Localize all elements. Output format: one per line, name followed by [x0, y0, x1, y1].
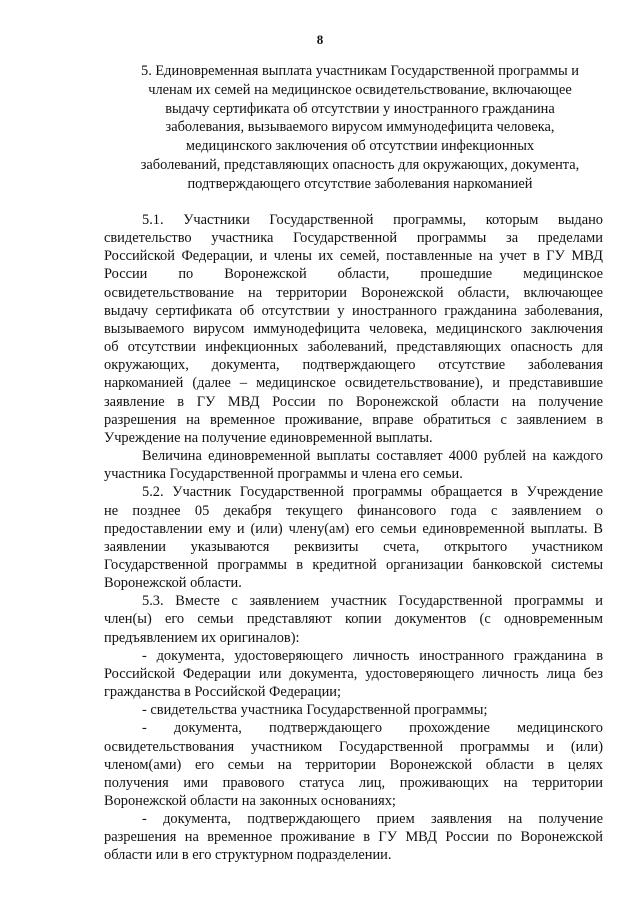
body-line: предъявлением их оригиналов): [104, 629, 300, 646]
body-line: разрешения на временное проживание, вправе обратиться с заявлением в [104, 411, 603, 428]
body-line: членом(ами) его семьи на территории Воронежской области в целях [104, 756, 603, 773]
page-number: 8 [316, 32, 324, 47]
body-line: член(ы) его семьи представляют копии документов (с одновременным [104, 611, 603, 628]
body-line: - документа, подтверждающего прием заявления на получение [142, 811, 603, 828]
heading-line: выдачу сертификата об отсутствии у иностранного гражданина [165, 100, 555, 117]
body-line: 5.3. Вместе с заявлением участник Государственной программы и [142, 593, 603, 610]
body-line: России по Воронежской области, прошедшие медицинское [104, 266, 603, 283]
heading-line: членам их семей на медицинское освидетельствование, включающее [148, 81, 572, 98]
body-line: Воронежской области. [104, 575, 242, 592]
body-line: области или в его структурном подразделении. [104, 847, 392, 864]
body-line: выдачу сертификата об отсутствии у иностранного гражданина заболевания, [104, 302, 603, 319]
body-line: участника Государственной программы и члена его семьи. [104, 466, 463, 483]
body-line: получения ими правового статуса лиц, проживающих на территории [104, 774, 603, 791]
body-line: - документа, удостоверяющего личность иностранного гражданина в [142, 647, 603, 664]
heading-line: заболеваний, представляющих опасность для окружающих, документа, [140, 156, 580, 173]
body-line: - документа, подтверждающего прохождение медицинского [142, 720, 603, 737]
body-line: Величина единовременной выплаты составляет 4000 рублей на каждого [142, 448, 603, 465]
body-line: Российской Федерации или документа, удостоверяющего личность лица без [104, 665, 603, 682]
body-line: разрешения на временное проживание в ГУ МВД России по Воронежской [104, 829, 603, 846]
body-line: заявление в ГУ МВД России по Воронежской области на получение [104, 393, 603, 410]
body-line: Учреждение на получение единовременной выплаты. [104, 429, 433, 446]
body-line: окружающих, документа, подтверждающего отсутствие заболевания [104, 357, 603, 374]
body-text [104, 211, 603, 865]
body-line: освидетельствования участником Государственной программы и (или) [104, 738, 603, 755]
body-line: не позднее 05 декабря текущего финансового года с заявлением о [104, 502, 603, 519]
body-line: об отсутствии инфекционных заболеваний, представляющих опасность для [104, 339, 603, 356]
body-line: заявлении указываются реквизиты счета, открытого участником [104, 538, 603, 555]
body-line: освидетельствование на территории Воронежской области, включающее [104, 284, 603, 301]
body-line: Государственной программы в кредитной организации банковской системы [104, 556, 603, 573]
heading-line: заболевания, вызываемого вирусом иммунодефицита человека, [165, 119, 555, 136]
body-line: гражданства в Российской Федерации; [104, 684, 341, 701]
body-line: Российской Федерации, и члены их семей, поставленные на учет в ГУ МВД [104, 248, 603, 265]
body-line: 5.1. Участники Государственной программы, которым выдано [142, 212, 603, 228]
heading-line: медицинского заключения об отсутствии инфекционных [185, 138, 535, 155]
body-line: предоставлении ему и (или) члену(ам) его семьи единовременной выплаты. В [104, 520, 603, 537]
body-line: 5.2. Участник Государственной программы обращается в Учреждение [142, 484, 603, 501]
heading-line: 5. Единовременная выплата участникам Государственной программы и [141, 63, 579, 79]
body-line: Воронежской области на законных основаниях; [104, 793, 396, 809]
body-line: наркоманией (далее – медицинское освидетельствование), и представившие [104, 375, 603, 392]
body-line: - свидетельства участника Государственной программы; [142, 702, 488, 719]
body-line: свидетельство участника Государственной программы за пределами [104, 230, 603, 247]
section-heading [104, 62, 616, 194]
heading-line: подтверждающего отсутствие заболевания наркоманией [187, 175, 533, 192]
body-line: вызываемого вирусом иммунодефицита человека, медицинского заключения [104, 320, 603, 337]
